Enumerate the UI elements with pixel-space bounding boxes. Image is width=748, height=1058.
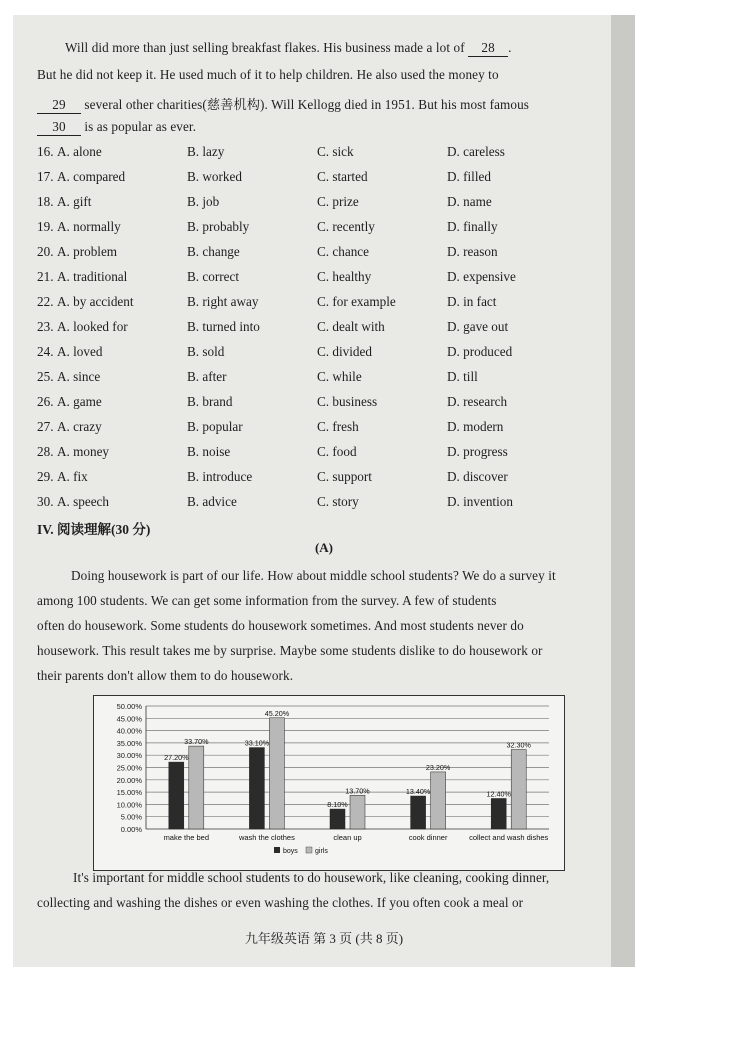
- option-c: C. food: [317, 444, 357, 459]
- page-footer: 九年级英语 第 3 页 (共 8 页): [244, 931, 404, 946]
- y-tick-label: 30.00%: [116, 751, 142, 761]
- option-d: D. name: [447, 194, 492, 209]
- passage-line-2: But he did not keep it. He used much of it to help children. He also used the money to: [37, 67, 499, 82]
- data-label: 33.10%: [244, 738, 270, 748]
- passage-label: (A): [314, 540, 334, 555]
- page-edge-shadow: [611, 15, 635, 967]
- option-b: B. correct: [187, 269, 239, 284]
- legend-swatch-girls: [306, 847, 312, 853]
- option-a: A. by accident: [57, 294, 134, 309]
- option-b: B. right away: [187, 294, 259, 309]
- question-number: 16.: [37, 144, 54, 159]
- y-tick-label: 45.00%: [116, 714, 142, 724]
- option-d: D. finally: [447, 219, 498, 234]
- option-b: B. turned into: [187, 319, 260, 334]
- data-label: 27.20%: [164, 753, 189, 763]
- option-c: C. started: [317, 169, 368, 184]
- question-number: 29.: [37, 469, 54, 484]
- bar-girls: [189, 746, 204, 829]
- exam-page: [13, 15, 635, 967]
- bar-girls: [350, 795, 365, 829]
- passage-line-3: [37, 94, 529, 114]
- option-a: A. traditional: [57, 269, 128, 284]
- option-c: C. chance: [317, 244, 369, 259]
- question-number: 24.: [37, 344, 54, 359]
- option-d: D. expensive: [447, 269, 516, 284]
- option-a: A. speech: [57, 494, 109, 509]
- option-d: D. in fact: [447, 294, 497, 309]
- question-number: 27.: [37, 419, 54, 434]
- option-c: C. while: [317, 369, 362, 384]
- question-number: 19.: [37, 219, 54, 234]
- option-a: A. normally: [57, 219, 121, 234]
- option-a: A. compared: [57, 169, 126, 184]
- option-d: D. invention: [447, 494, 513, 509]
- option-b: B. sold: [187, 344, 225, 359]
- passage-line-4: [37, 119, 196, 136]
- blank-30: 30: [37, 119, 81, 136]
- option-d: D. till: [447, 369, 478, 384]
- housework-bar-chart: [93, 695, 565, 871]
- y-tick-label: 20.00%: [116, 775, 142, 785]
- blank-29: 29: [37, 97, 81, 114]
- option-a: A. game: [57, 394, 102, 409]
- option-a: A. looked for: [57, 319, 128, 334]
- x-tick-label: make the bed: [163, 833, 210, 842]
- option-c: C. for example: [317, 294, 396, 309]
- y-tick-label: 5.00%: [120, 812, 142, 822]
- x-tick-label: collect and wash dishes: [469, 833, 549, 842]
- data-label: 23.20%: [425, 762, 451, 772]
- option-c: C. healthy: [317, 269, 372, 284]
- data-label: 33.70%: [184, 737, 209, 747]
- x-tick-label: clean up: [333, 833, 362, 842]
- bar-girls: [431, 772, 446, 829]
- option-b: B. lazy: [187, 144, 225, 159]
- question-number: 21.: [37, 269, 54, 284]
- question-number: 17.: [37, 169, 54, 184]
- option-b: B. after: [187, 369, 227, 384]
- option-d: D. research: [447, 394, 508, 409]
- option-a: A. since: [57, 369, 101, 384]
- reading-line-1: Doing housework is part of our life. How about middle school students? We do a survey it: [71, 568, 556, 583]
- option-a: A. loved: [57, 344, 103, 359]
- x-tick-label: cook dinner: [408, 833, 448, 842]
- reading-line-4: housework. This result takes me by surprise. Maybe some students dislike to do housework or: [37, 643, 543, 658]
- section-title: IV. 阅读理解(30 分): [37, 522, 151, 537]
- option-c: C. story: [317, 494, 359, 509]
- passage-text: .: [508, 40, 512, 55]
- question-number: 20.: [37, 244, 54, 259]
- option-c: C. divided: [317, 344, 372, 359]
- after-chart-line-2: collecting and washing the dishes or even washing the clothes. If you often cook a meal or: [37, 895, 524, 910]
- passage-text: is as popular as ever.: [81, 119, 197, 134]
- y-tick-label: 15.00%: [116, 788, 142, 798]
- option-b: B. probably: [187, 219, 250, 234]
- passage-line-1: [65, 40, 512, 57]
- option-a: A. fix: [57, 469, 88, 484]
- option-d: D. filled: [447, 169, 491, 184]
- option-a: A. alone: [57, 144, 102, 159]
- question-number: 28.: [37, 444, 54, 459]
- reading-line-3: often do housework. Some students do housework sometimes. And most students never do: [37, 618, 524, 633]
- option-d: D. gave out: [447, 319, 509, 334]
- bar-girls: [511, 750, 526, 829]
- option-b: B. change: [187, 244, 240, 259]
- option-c: C. sick: [317, 144, 354, 159]
- option-c: C. dealt with: [317, 319, 385, 334]
- data-label: 45.20%: [264, 708, 290, 718]
- chart-svg: [94, 696, 564, 870]
- y-tick-label: 10.00%: [116, 800, 142, 810]
- option-b: B. noise: [187, 444, 231, 459]
- option-d: D. reason: [447, 244, 498, 259]
- passage-text: several other charities(慈善机构). Will Kellogg died in 1951. But his most famous: [81, 97, 530, 112]
- bar-boys: [411, 796, 426, 829]
- option-d: D. discover: [447, 469, 508, 484]
- data-label: 13.70%: [345, 786, 370, 796]
- option-c: C. fresh: [317, 419, 359, 434]
- question-number: 22.: [37, 294, 54, 309]
- option-a: A. crazy: [57, 419, 102, 434]
- option-a: A. money: [57, 444, 110, 459]
- option-b: B. brand: [187, 394, 233, 409]
- legend-label-boys: boys: [283, 848, 298, 855]
- option-d: D. progress: [447, 444, 508, 459]
- option-b: B. introduce: [187, 469, 253, 484]
- question-number: 25.: [37, 369, 54, 384]
- option-c: C. business: [317, 394, 378, 409]
- reading-line-5: their parents don't allow them to do housework.: [37, 668, 294, 683]
- option-c: C. prize: [317, 194, 359, 209]
- y-tick-label: 40.00%: [116, 726, 142, 736]
- option-b: B. job: [187, 194, 220, 209]
- bar-boys: [169, 762, 184, 829]
- option-b: B. popular: [187, 419, 243, 434]
- question-number: 26.: [37, 394, 54, 409]
- option-b: B. worked: [187, 169, 242, 184]
- blank-28: 28: [468, 40, 508, 57]
- option-b: B. advice: [187, 494, 237, 509]
- data-label: 32.30%: [506, 740, 531, 750]
- bar-girls: [269, 718, 284, 829]
- passage-text: Will did more than just selling breakfast flakes. His business made a lot of: [65, 40, 469, 55]
- data-label: 8.10%: [327, 800, 348, 810]
- data-label: 13.40%: [405, 787, 431, 797]
- option-d: D. careless: [447, 144, 505, 159]
- y-tick-label: 50.00%: [116, 702, 142, 711]
- bar-boys: [330, 809, 345, 829]
- question-number: 18.: [37, 194, 54, 209]
- y-tick-label: 0.00%: [120, 825, 142, 834]
- option-a: A. problem: [57, 244, 118, 259]
- question-number: 23.: [37, 319, 54, 334]
- x-tick-label: wash the clothes: [238, 833, 295, 842]
- question-number: 30.: [37, 494, 54, 509]
- option-d: D. modern: [447, 419, 504, 434]
- option-a: A. gift: [57, 194, 92, 209]
- option-c: C. recently: [317, 219, 375, 234]
- legend-swatch-boys: [274, 847, 280, 853]
- bar-boys: [249, 748, 264, 829]
- option-d: D. produced: [447, 344, 513, 359]
- y-tick-label: 25.00%: [116, 763, 142, 773]
- reading-line-2: among 100 students. We can get some information from the survey. A few of students: [37, 593, 497, 608]
- y-tick-label: 35.00%: [116, 738, 142, 748]
- data-label: 12.40%: [486, 789, 511, 799]
- after-chart-line-1: It's important for middle school students to do housework, like cleaning, cooking dinner,: [73, 870, 550, 885]
- legend-label-girls: girls: [315, 848, 328, 855]
- bar-boys: [491, 798, 506, 829]
- option-c: C. support: [317, 469, 372, 484]
